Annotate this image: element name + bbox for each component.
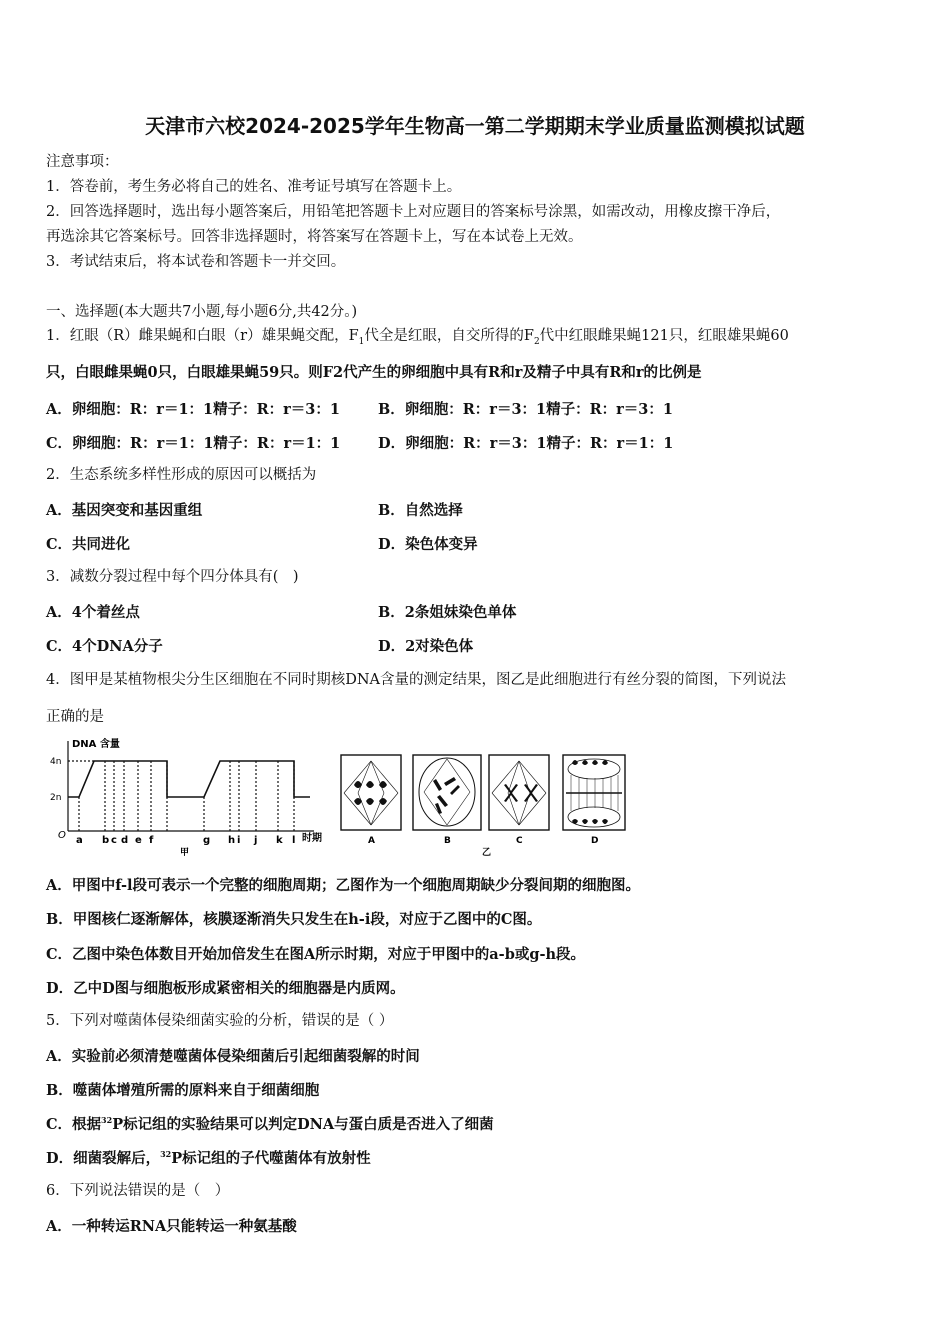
x-tick: f — [149, 835, 154, 846]
q4-option-d: D．乙中D图与细胞板形成紧密相关的细胞器是内质网。 — [46, 980, 405, 997]
q1-stem-line2: 只，白眼雌果蝇0只，白眼雄果蝇59只。则F2代产生的卵细胞中具有R和r及精子中具有R和r的比例是 — [46, 364, 702, 381]
q1-stem-part: 代全是红眼，自交所得的F — [364, 328, 534, 344]
x-tick: l — [292, 835, 296, 846]
x-tick: g — [203, 835, 211, 846]
q3-option-b: B．2条姐妹染色单体 — [378, 604, 517, 621]
q4-stem-line2: 正确的是 — [46, 709, 104, 725]
notice-item-3: 3．考试结束后，将本试卷和答题卡一并交回。 — [46, 254, 346, 270]
origin-label: O — [58, 830, 66, 841]
y-tick-4n: 4n — [50, 757, 62, 767]
q1-option-d: D．卵细胞：R：r＝3：1精子：R：r＝1：1 — [378, 435, 674, 452]
q5-option-b: B．噬菌体增殖所需的原料来自于细菌细胞 — [46, 1082, 320, 1099]
cell-panels — [341, 755, 625, 830]
q5-option-c — [46, 1113, 494, 1134]
x-tick: h — [228, 835, 236, 846]
cell-panel-a — [341, 755, 401, 830]
notice-heading: 注意事项： — [46, 154, 119, 170]
q1-option-b: B．卵细胞：R：r＝3：1精子：R：r＝3：1 — [378, 401, 673, 418]
x-tick: i — [237, 835, 241, 846]
y-axis-label: DNA 含量 — [72, 739, 120, 750]
q4-option-b: B．甲图核仁逐渐解体，核膜逐渐消失只发生在h-i段，对应于乙图中的C图。 — [46, 911, 542, 928]
q2-option-b: B．自然选择 — [378, 502, 463, 519]
figure-caption-left: 甲 — [180, 848, 190, 858]
x-tick: b — [102, 835, 110, 846]
x-axis-label: 时期 — [302, 833, 322, 844]
q5-option-d-post: P标记组的子代噬菌体有放射性 — [171, 1150, 371, 1167]
figure-caption-right: 乙 — [482, 848, 492, 858]
notice-item-2-cont: 再选涂其它答案标号。回答非选择题时，将答案写在答题卡上，写在本试卷上无效。 — [46, 229, 583, 245]
q5-option-a: A．实验前必须清楚噬菌体侵染细菌后引起细菌裂解的时间 — [46, 1048, 420, 1065]
q1-option-a: A．卵细胞：R：r＝1：1精子：R：r＝3：1 — [46, 401, 340, 418]
section-heading: 一、选择题(本大题共7小题,每小题6分,共42分。) — [46, 304, 358, 320]
q5-option-d-pre: D．细菌裂解后， — [46, 1150, 161, 1167]
q2-option-c: C．共同进化 — [46, 536, 131, 553]
x-tick: j — [254, 835, 258, 846]
y-tick-2n: 2n — [50, 793, 62, 803]
q1-sub: 1 — [358, 336, 365, 347]
x-tick: a — [76, 835, 83, 846]
panel-label-a: A — [368, 836, 375, 846]
cell-panel-b — [413, 755, 481, 830]
dna-curve — [68, 761, 310, 797]
x-tick: e — [135, 835, 142, 846]
q5-option-c-sup: 32 — [101, 1115, 113, 1126]
panel-label-d: D — [591, 836, 599, 846]
panel-label-c: C — [516, 836, 523, 846]
x-tick-labels — [76, 835, 295, 846]
x-tick: d — [121, 835, 129, 846]
q2-option-a: A．基因突变和基因重组 — [46, 502, 203, 519]
q5-stem: 5．下列对噬菌体侵染细菌实验的分析，错误的是（ ） — [46, 1013, 394, 1029]
spindle-a — [344, 761, 398, 825]
cell-panel-c — [489, 755, 549, 830]
q1-stem-part: 代中红眼雌果蝇121只，红眼雄果蝇60 — [539, 328, 789, 344]
q4-figure-svg — [46, 733, 646, 858]
q3-option-a: A．4个着丝点 — [46, 604, 140, 621]
x-tick: c — [111, 835, 117, 846]
q6-option-a: A．一种转运RNA只能转运一种氨基酸 — [46, 1218, 297, 1235]
q2-stem: 2．生态系统多样性形成的原因可以概括为 — [46, 467, 317, 483]
page-title: 天津市六校2024-2025学年生物高一第二学期期末学业质量监测模拟试题 — [145, 114, 805, 138]
dashed-period-lines — [79, 761, 294, 831]
q5-option-d-sup: 32 — [160, 1149, 172, 1160]
x-tick: k — [276, 835, 283, 846]
q3-option-c: C．4个DNA分子 — [46, 638, 163, 655]
q3-option-d: D．2对染色体 — [378, 638, 474, 655]
q4-option-a: A．甲图中f-l段可表示一个完整的细胞周期；乙图作为一个细胞周期缺少分裂间期的细胞图。 — [46, 877, 640, 894]
q1-sub: 2 — [533, 336, 540, 347]
notice-item-1: 1．答卷前，考生务必将自己的姓名、准考证号填写在答题卡上。 — [46, 179, 462, 195]
q4-option-c: C．乙图中染色体数目开始加倍发生在图A所示时期，对应于甲图中的a-b或g-h段。 — [46, 946, 586, 963]
q4-figure — [46, 733, 646, 858]
q4-stem-line1: 4．图甲是某植物根尖分生区细胞在不同时期核DNA含量的测定结果，图乙是此细胞进行有丝分裂的简图，下列说法 — [46, 672, 787, 688]
q5-option-c-post: P标记组的实验结果可以判定DNA与蛋白质是否进入了细菌 — [112, 1116, 494, 1133]
q5-option-c-pre: C．根据 — [46, 1116, 102, 1133]
q5-option-d — [46, 1147, 371, 1168]
q1-stem-line1 — [46, 326, 789, 352]
q3-stem: 3．减数分裂过程中每个四分体具有( ) — [46, 569, 299, 585]
q2-option-d: D．染色体变异 — [378, 536, 478, 553]
q6-stem: 6．下列说法错误的是（ ） — [46, 1183, 230, 1199]
notice-item-2: 2．回答选择题时，选出每小题答案后，用铅笔把答题卡上对应题目的答案标号涂黑，如需改动，用橡皮擦干净后， — [46, 204, 781, 220]
q1-stem-part: 1．红眼（R）雌果蝇和白眼（r）雄果蝇交配，F — [46, 328, 359, 344]
panel-label-b: B — [444, 836, 451, 846]
q1-option-c: C．卵细胞：R：r＝1：1精子：R：r＝1：1 — [46, 435, 341, 452]
dna-graph — [68, 741, 314, 831]
